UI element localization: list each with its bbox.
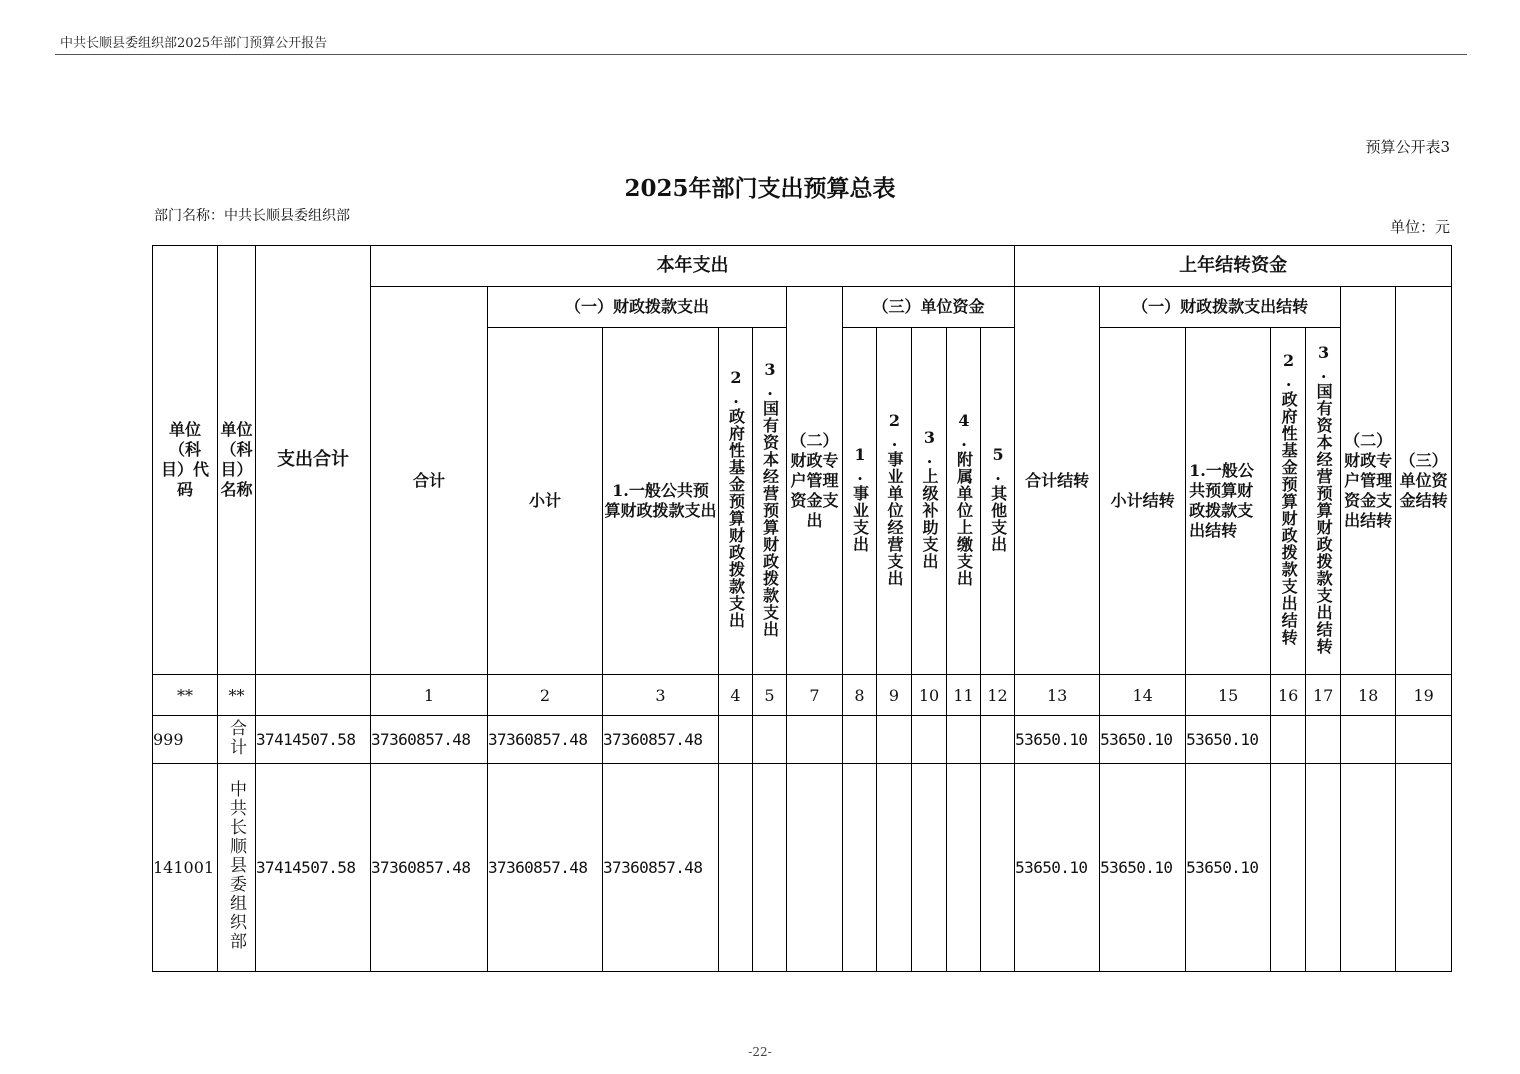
header-current-year: 本年支出 — [371, 246, 1015, 287]
col-number: ** — [218, 675, 256, 716]
row-operating — [877, 716, 912, 764]
row-subtotal: 37360857.48 — [488, 716, 603, 764]
row-affiliated — [947, 764, 981, 972]
header-carry-fiscal-group: （一）财政拨款支出结转 — [1100, 287, 1341, 328]
col-number: 16 — [1271, 675, 1306, 716]
col-number: 10 — [912, 675, 947, 716]
page-title: 2025年部门支出预算总表 — [624, 175, 896, 202]
header-carry-subtotal: 小计结转 — [1100, 328, 1186, 675]
document-header: 中共长顺县委组织部2025年部门预算公开报告 — [60, 36, 328, 51]
row-special-account — [787, 716, 843, 764]
row-carry-subtotal: 53650.10 — [1100, 764, 1186, 972]
row-carry-sum: 53650.10 — [1015, 716, 1100, 764]
col-number: 19 — [1396, 675, 1452, 716]
header-carry-gov-fund: 2.政府性基金预算财政拨款支出结转 — [1271, 328, 1306, 675]
row-carry-state-capital — [1306, 764, 1341, 972]
row-carry-gov-fund — [1271, 716, 1306, 764]
col-number: 11 — [947, 675, 981, 716]
col-number: 18 — [1341, 675, 1396, 716]
header-name: 单位（科目）名称 — [218, 246, 256, 675]
row-subtotal: 37360857.48 — [488, 764, 603, 972]
row-total: 37414507.58 — [256, 764, 371, 972]
col-number: ** — [153, 675, 218, 716]
row-total: 37414507.58 — [256, 716, 371, 764]
row-name: 中共长顺县委组织部 — [218, 764, 256, 972]
header-subsidy: 3.上级补助支出 — [912, 328, 947, 675]
header-carry-unit: （三）单位资金结转 — [1396, 287, 1452, 675]
row-sum: 37360857.48 — [371, 716, 488, 764]
row-gov-fund — [719, 716, 753, 764]
row-subsidy — [912, 764, 947, 972]
col-number: 1 — [371, 675, 488, 716]
row-code: 141001 — [153, 764, 218, 972]
header-carry-special: （二）财政专户管理资金支出结转 — [1341, 287, 1396, 675]
col-number: 3 — [603, 675, 719, 716]
row-affiliated — [947, 716, 981, 764]
col-number: 2 — [488, 675, 603, 716]
col-number — [256, 675, 371, 716]
unit-label: 单位：元 — [1389, 218, 1450, 236]
department-name: 部门名称：中共长顺县委组织部 — [154, 208, 350, 224]
budget-table — [152, 245, 1452, 972]
page-number: -22- — [748, 1045, 772, 1059]
col-number: 7 — [787, 675, 843, 716]
col-number: 15 — [1186, 675, 1271, 716]
header-carry-state-capital: 3.国有资本经营预算财政拨款支出结转 — [1306, 328, 1341, 675]
column-number-row — [153, 675, 1452, 716]
row-name: 合计 — [218, 716, 256, 764]
row-subsidy — [912, 716, 947, 764]
row-special-account — [787, 764, 843, 972]
col-number: 5 — [753, 675, 787, 716]
header-sum: 合计 — [371, 287, 488, 675]
header-operating: 2.事业单位经营支出 — [877, 328, 912, 675]
header-last-year: 上年结转资金 — [1015, 246, 1452, 287]
row-sum: 37360857.48 — [371, 764, 488, 972]
header-gov-fund: 2.政府性基金预算财政拨款支出 — [719, 328, 753, 675]
header-divider — [55, 54, 1467, 55]
header-general: 1.一般公共预算财政拨款支出 — [603, 328, 719, 675]
header-affiliated: 4.附属单位上缴支出 — [947, 328, 981, 675]
row-code: 999 — [153, 716, 218, 764]
col-number: 13 — [1015, 675, 1100, 716]
header-code: 单位（科目）代码 — [153, 246, 218, 675]
col-number: 17 — [1306, 675, 1341, 716]
row-gov-fund — [719, 764, 753, 972]
row-carry-unit — [1396, 764, 1452, 972]
table-number: 预算公开表3 — [1365, 138, 1450, 156]
row-carry-state-capital — [1306, 716, 1341, 764]
row-carry-special — [1341, 764, 1396, 972]
header-carry-sum: 合计结转 — [1015, 287, 1100, 675]
row-carry-sum: 53650.10 — [1015, 764, 1100, 972]
row-state-capital — [753, 716, 787, 764]
row-general: 37360857.48 — [603, 716, 719, 764]
col-number: 8 — [843, 675, 877, 716]
row-carry-gov-fund — [1271, 764, 1306, 972]
header-other: 5.其他支出 — [981, 328, 1015, 675]
header-total: 支出合计 — [256, 246, 371, 675]
row-business — [843, 716, 877, 764]
header-carry-general: 1.一般公共预算财政拨款支出结转 — [1186, 328, 1271, 675]
row-carry-general: 53650.10 — [1186, 764, 1271, 972]
table-row — [153, 764, 1452, 972]
row-general: 37360857.48 — [603, 764, 719, 972]
header-fiscal-group: （一）财政拨款支出 — [488, 287, 787, 328]
row-carry-general: 53650.10 — [1186, 716, 1271, 764]
row-carry-unit — [1396, 716, 1452, 764]
row-other — [981, 764, 1015, 972]
row-operating — [877, 764, 912, 972]
header-state-capital: 3.国有资本经营预算财政拨款支出 — [753, 328, 787, 675]
table-row — [153, 716, 1452, 764]
row-state-capital — [753, 764, 787, 972]
row-carry-special — [1341, 716, 1396, 764]
col-number: 4 — [719, 675, 753, 716]
header-subtotal: 小计 — [488, 328, 603, 675]
row-other — [981, 716, 1015, 764]
row-business — [843, 764, 877, 972]
col-number: 14 — [1100, 675, 1186, 716]
header-special-account: （二）财政专户管理资金支出 — [787, 287, 843, 675]
row-carry-subtotal: 53650.10 — [1100, 716, 1186, 764]
col-number: 12 — [981, 675, 1015, 716]
col-number: 9 — [877, 675, 912, 716]
header-unit-funds-group: （三）单位资金 — [843, 287, 1015, 328]
header-business: 1.事业支出 — [843, 328, 877, 675]
